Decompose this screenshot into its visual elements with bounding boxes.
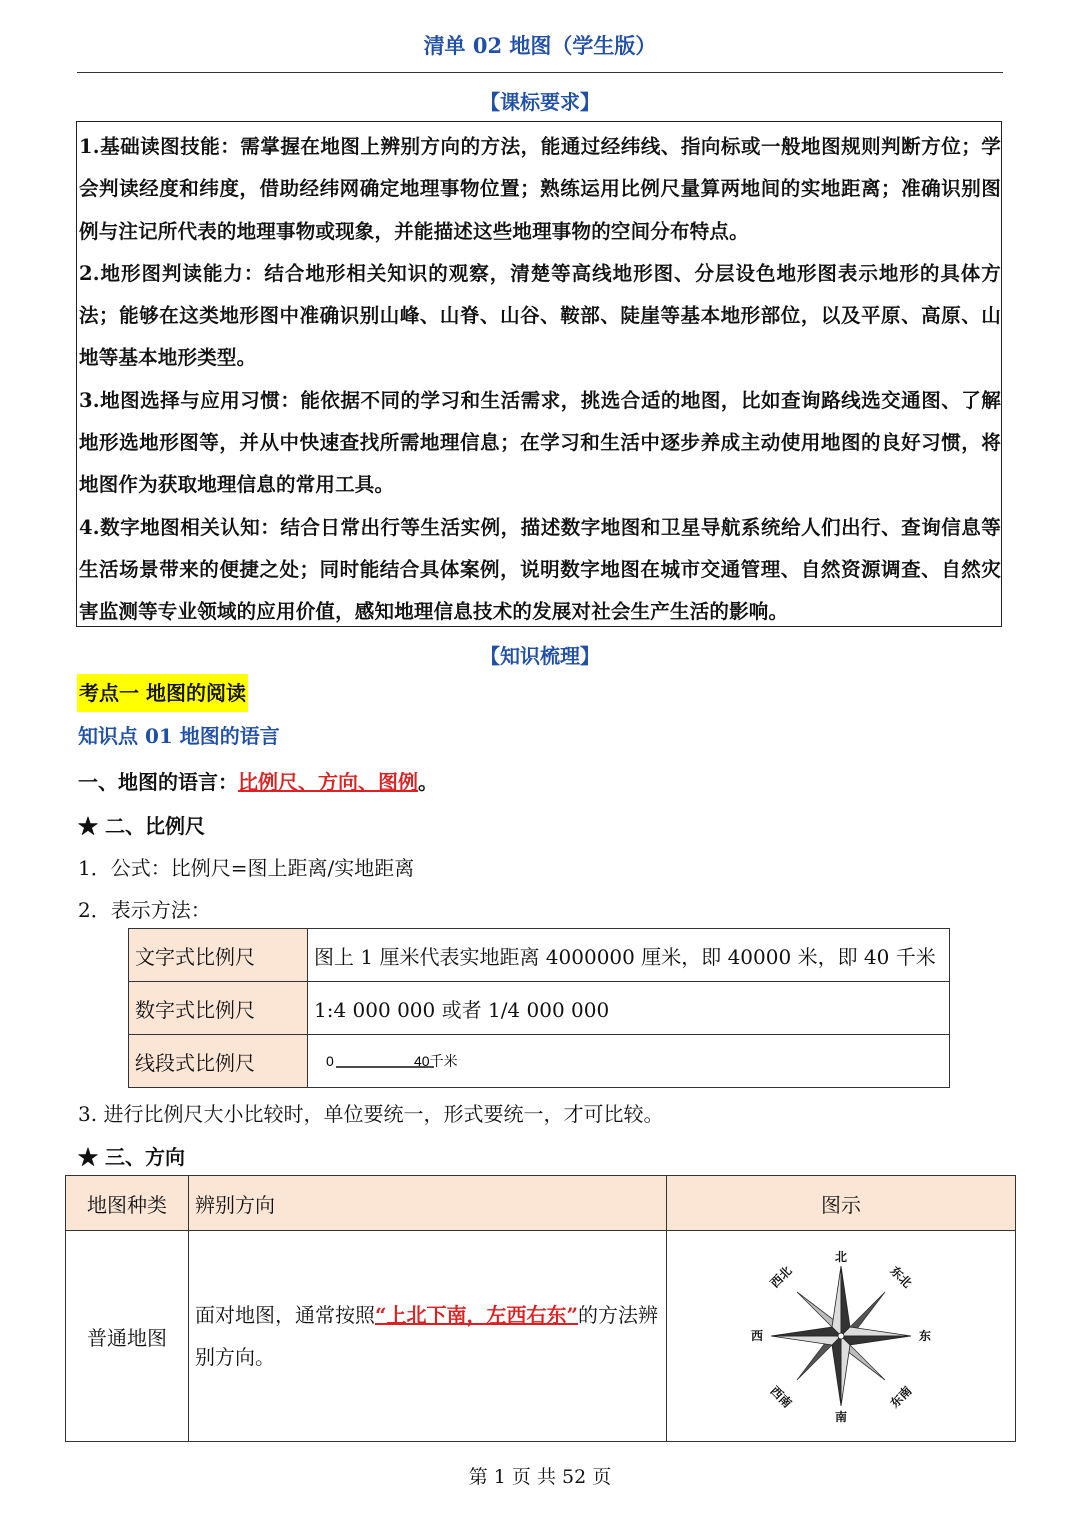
knowledge-heading: 【知识梳理】: [480, 644, 600, 668]
standard-item-3: 3.地图选择与应用习惯：能依据不同的学习和生活需求，挑选合适的地图，比如查询路线选交通图、了解地形选地形图等，并从中快速查找所需地理信息；在学习和生活中逐步养成主动使用地图的良好习惯，将地图作为获取地理信息的常用工具。: [79, 388, 1001, 497]
diagram-cell: [667, 1231, 1016, 1442]
compass-label-east: 东: [918, 1328, 932, 1343]
compass-rose-icon: [741, 1249, 941, 1424]
page-footer: 第 1 页 共 52 页: [468, 1466, 612, 1488]
standards-box: [76, 121, 1002, 627]
map-language-end: 。: [418, 770, 438, 794]
method-cell: [189, 1231, 667, 1442]
scale-compare-note: 3. 进行比例尺大小比较时，单位要统一，形式要统一，才可比较。: [78, 1102, 664, 1126]
line-scale-bar: [314, 1044, 474, 1074]
scale-table: [128, 928, 950, 1088]
compass-label-northeast: 东北: [887, 1263, 915, 1290]
col-header-diagram: 图示: [667, 1176, 1016, 1231]
scale-type-label: 数字式比例尺: [129, 982, 308, 1035]
compass-label-north: 北: [834, 1249, 848, 1264]
table-row: [66, 1231, 1016, 1442]
table-row: [129, 1035, 950, 1088]
direction-table: [65, 1175, 1016, 1442]
map-language-label: 一、地图的语言：: [78, 770, 238, 794]
scale-type-value: 1:4 000 000 或者 1/4 000 000: [308, 982, 950, 1035]
table-header-row: [66, 1176, 1016, 1231]
standard-item-4: 4.数字地图相关认知：结合日常出行等生活实例，描述数字地图和卫星导航系统给人们出行、查询信息等生活场景带来的便捷之处；同时能结合具体案例，说明数字地图在城市交通管理、自然资源调查、自然灾害监测等专业领域的应用价值，感知地理信息技术的发展对社会生产生活的影响。: [79, 515, 1001, 624]
line-scale-start-label: 0: [326, 1052, 334, 1069]
method-text-after: 的方法辨别方向。: [195, 1303, 659, 1369]
direction-heading: ★ 三、方向: [78, 1145, 185, 1169]
compass-label-south: 南: [834, 1409, 848, 1424]
col-header-method: 辨别方向: [189, 1176, 667, 1231]
scale-type-label: 线段式比例尺: [129, 1035, 308, 1088]
standard-item-1: 1.基础读图技能：需掌握在地图上辨别方向的方法，能通过经纬线、指向标或一般地图规则判断方位；学会判读经度和纬度，借助经纬网确定地理事物位置；熟练运用比例尺量算两地间的实地距离；准确识别图例与注记所代表的地理事物或现象，并能描述这些地理事物的空间分布特点。: [79, 135, 1001, 243]
table-row: [129, 929, 950, 982]
map-language-line: [78, 766, 438, 795]
compass-label-west: 西: [750, 1328, 764, 1343]
map-type-cell: 普通地图: [66, 1231, 189, 1442]
standard-item-2: 2.地形图判读能力：结合地形相关知识的观察，清楚等高线地形图、分层设色地形图表示地形的具体方法；能够在这类地形图中准确识别山峰、山脊、山谷、鞍部、陡崖等基本地形部位，以及平原、高原、山地等基本地形类型。: [79, 261, 1001, 370]
knowledge-point-title: 知识点 01 地图的语言: [78, 724, 280, 748]
scale-heading: ★ 二、比例尺: [78, 814, 205, 838]
method-text-before: 面对地图，通常按照: [195, 1303, 375, 1327]
scale-methods-label: 2．表示方法：: [78, 898, 211, 922]
standards-heading: 【课标要求】: [480, 90, 600, 114]
scale-formula: 1．公式：比例尺=图上距离/实地距离: [78, 856, 415, 880]
compass-label-southeast: 东南: [887, 1383, 915, 1410]
compass-label-southwest: 西南: [767, 1383, 795, 1410]
scale-type-value: 图上 1 厘米代表实地距离 4000000 厘米，即 40000 米，即 40 千米: [308, 929, 950, 982]
page-title: 清单 02 地图（学生版）: [423, 33, 657, 58]
col-header-map-type: 地图种类: [66, 1176, 189, 1231]
line-scale-end-label: 40千米: [414, 1052, 458, 1069]
table-row: [129, 982, 950, 1035]
scale-type-label: 文字式比例尺: [129, 929, 308, 982]
title-divider: [77, 72, 1003, 73]
compass-label-northwest: 西北: [767, 1263, 795, 1290]
exam-point-title: 考点一 地图的阅读: [77, 674, 248, 712]
method-rule-highlight: “上北下南，左西右东”: [375, 1303, 579, 1327]
line-scale-cell: [308, 1035, 950, 1088]
map-language-items: 比例尺、方向、图例: [238, 770, 418, 794]
